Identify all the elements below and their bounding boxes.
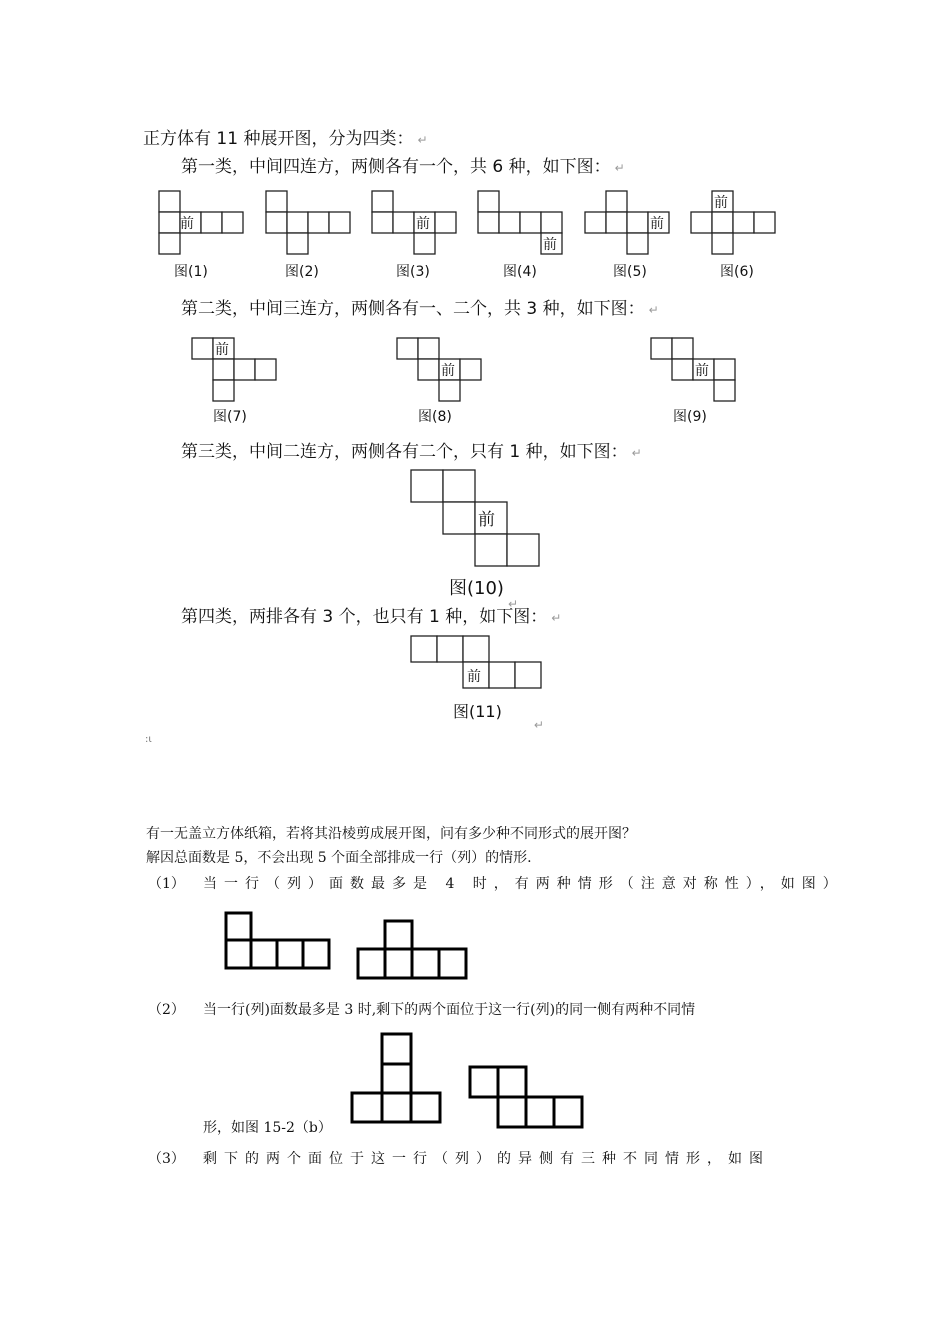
caption-4: 图(4) [503, 264, 537, 280]
caption-1: 图(1) [174, 264, 208, 280]
class4-heading: 第四类，两排各有 3 个，也只有 1 种，如下图： ↵ [181, 607, 562, 627]
class1-heading: 第一类，中间四连方，两侧各有一个，共 6 种，如下图： ↵ [181, 157, 625, 177]
open-box-net-3 [352, 1034, 442, 1124]
front-label: 前 [543, 237, 557, 253]
return-mark: ↵ [614, 161, 625, 175]
case3-number: （3） [148, 1151, 185, 1167]
cube-net-5 [585, 191, 669, 255]
cube-net-6 [691, 191, 775, 255]
caption-9: 图(9) [673, 409, 707, 425]
return-mark: ↵ [417, 133, 428, 147]
open-box-net-1 [226, 913, 330, 973]
intro-text: 正方体有 11 种展开图，分为四类： ↵ [143, 129, 428, 149]
return-mark: ↵ [507, 597, 519, 611]
cube-net-11 [411, 636, 543, 690]
class2-heading: 第二类，中间三连方，两侧各有一、二个，共 3 种，如下图： ↵ [181, 299, 659, 319]
case3-text: 剩下的两个面位于这一行（列）的异侧有三种不同情形，如图 [203, 1151, 770, 1167]
cube-net-8 [397, 338, 481, 402]
problem-text: 有一无盖立方体纸箱，若将其沿棱剪成展开图，问有多少种不同形式的展开图？ [146, 826, 636, 842]
open-box-net-2 [358, 921, 468, 981]
front-label: 前 [180, 216, 194, 232]
return-mark: ↵ [533, 718, 544, 732]
caption-2: 图(2) [285, 264, 319, 280]
caption-7: 图(7) [213, 409, 247, 425]
front-label: 前 [441, 363, 455, 379]
cube-net-7 [192, 338, 276, 402]
caption-3: 图(3) [396, 264, 430, 280]
cube-net-1 [159, 191, 243, 255]
front-label: 前 [215, 342, 229, 358]
return-mark: ↵ [551, 611, 562, 625]
front-label: 前 [467, 669, 481, 685]
caption-8: 图(8) [418, 409, 452, 425]
caption-11: 图$(11)_↵$ [453, 702, 544, 732]
case2-continuation: 形，如图 15-2（b） [203, 1120, 332, 1136]
stray-mark: :ι [145, 734, 152, 745]
front-label: 前 [714, 195, 728, 211]
case2-text: 当一行(列)面数最多是 3 时,剩下的两个面位于这一行(列)的同一侧有两种不同情 [203, 1002, 696, 1018]
front-label: 前 [416, 216, 430, 232]
front-label: 前 [695, 363, 709, 379]
cube-net-4 [478, 191, 562, 255]
open-box-net-4 [470, 1067, 584, 1129]
return-mark: ↵ [631, 446, 642, 460]
cube-net-3 [372, 191, 456, 255]
cube-net-9 [651, 338, 735, 402]
cube-net-10 [411, 470, 539, 566]
case1-text: 当一行（列）面数最多是 4 时，有两种情形（注意对称性），如图） [203, 876, 844, 892]
class3-heading: 第三类，中间二连方，两侧各有二个，只有 1 种，如下图： ↵ [181, 442, 642, 462]
return-mark: ↵ [648, 303, 659, 317]
caption-10: 图$(10)_↵$ [449, 578, 519, 611]
caption-5: 图(5) [613, 264, 647, 280]
case2-number: （2） [148, 1002, 185, 1018]
front-label: 前 [478, 510, 495, 530]
caption-6: 图(6) [720, 264, 754, 280]
front-label: 前 [650, 216, 664, 232]
case1-number: （1） [148, 876, 185, 892]
solution-text: 解因总面数是 5，不会出现 5 个面全部排成一行（列）的情形. [146, 850, 532, 866]
cube-net-2 [266, 191, 350, 255]
